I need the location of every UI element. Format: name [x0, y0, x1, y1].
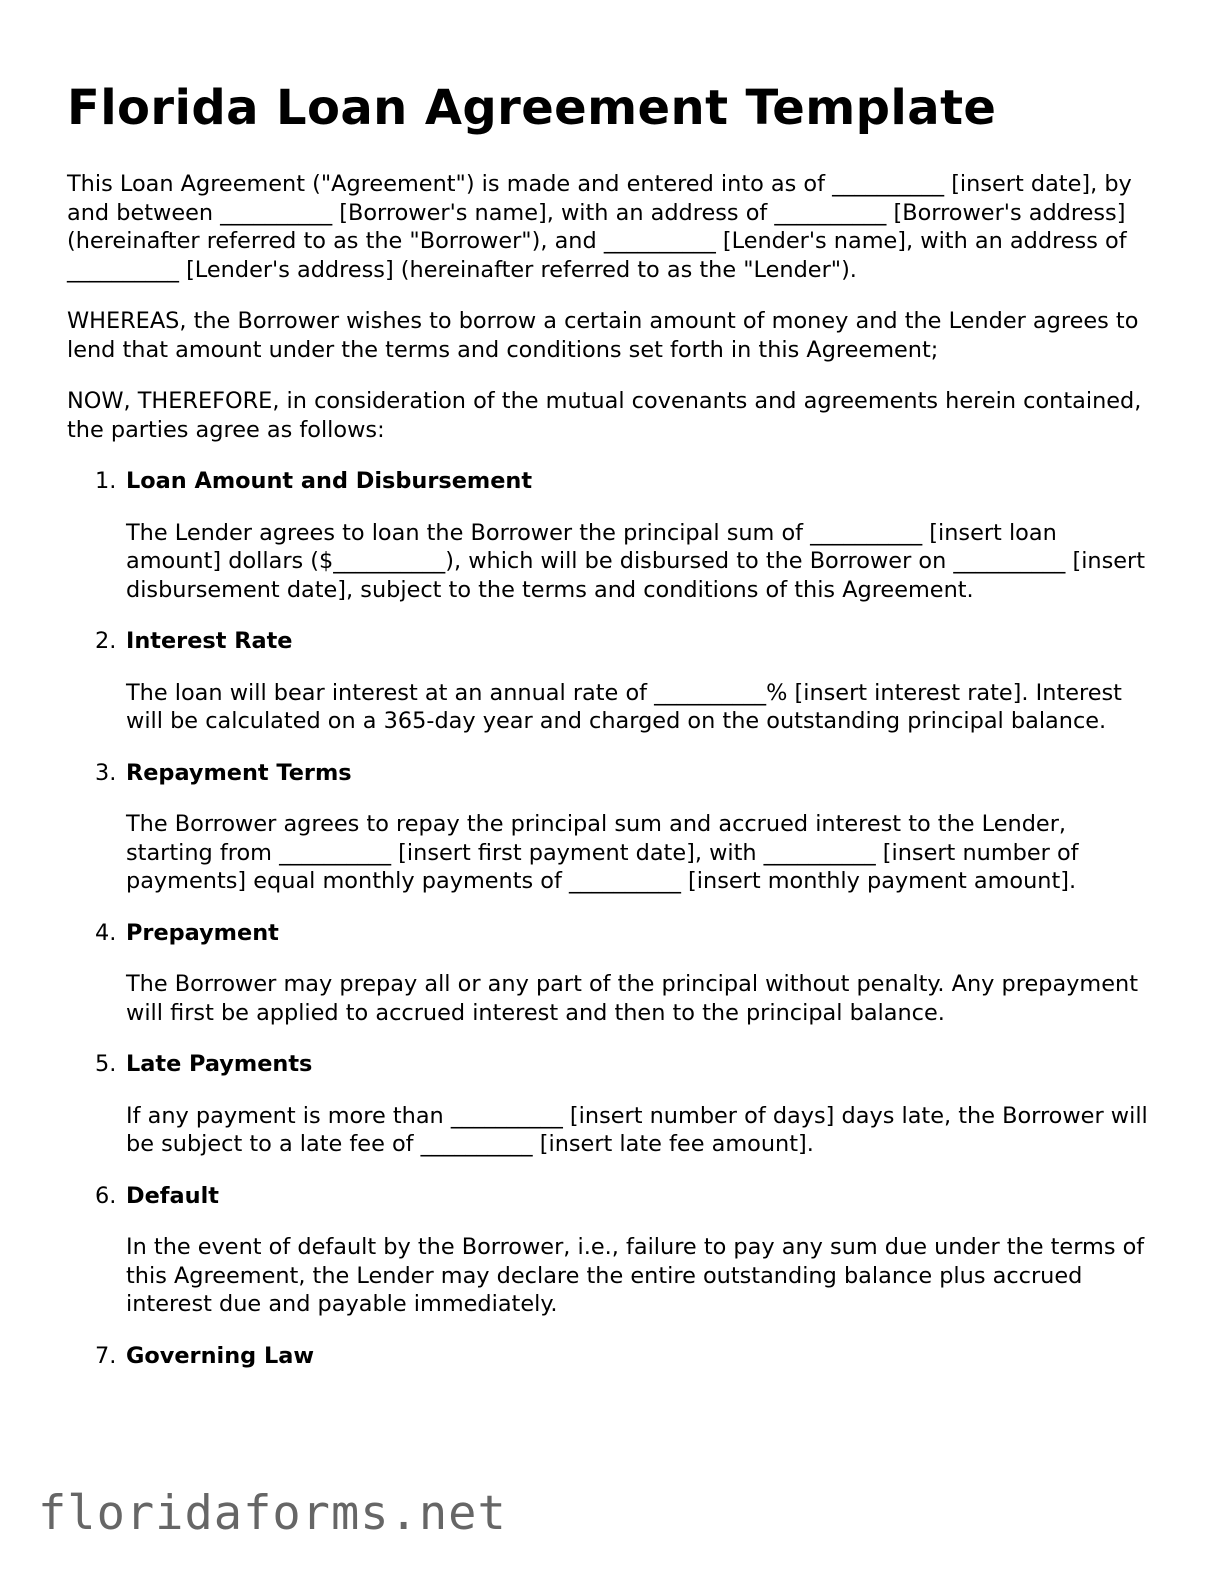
- section-body: The Borrower agrees to repay the principal sum and accrued interest to the Lender, starting from __________ [insert first payment date], with __________ [insert number of payments] equal monthly payments of __________ [insert monthly payment amount].: [126, 811, 1079, 894]
- section-title: Repayment Terms: [126, 759, 352, 786]
- sections-list: [67, 467, 1159, 1370]
- now-therefore-paragraph: NOW, THEREFORE, in consideration of the mutual covenants and agreements herein contained, the parties agree as follows:: [67, 388, 1142, 443]
- section-late-payments: [95, 1050, 1159, 1159]
- section-title: Prepayment: [126, 919, 279, 946]
- section-number: 2.: [95, 628, 117, 654]
- section-body: In the event of default by the Borrower, i.e., failure to pay any sum due under the terms of this Agreement, the Lender may declare the entire outstanding balance plus accrued interest due and payable immediately.: [126, 1234, 1145, 1317]
- section-title: Late Payments: [126, 1051, 313, 1077]
- section-number: 4.: [95, 919, 117, 946]
- section-title: Loan Amount and Disbursement: [126, 468, 533, 494]
- section-body: If any payment is more than __________ [insert number of days] days late, the Borrower will be subject to a late fee of __________ [insert late fee amount].: [126, 1102, 1148, 1157]
- section-body: The Borrower may prepay all or any part of the principal without penalty. Any prepayment will first be applied to accrued interest and then to the principal balance.: [126, 971, 1138, 1026]
- section-number: 1.: [95, 468, 117, 494]
- site-watermark: floridaforms.net: [38, 1486, 507, 1541]
- document-title: Florida Loan Agreement Template: [67, 80, 997, 136]
- section-body: The loan will bear interest at an annual rate of __________% [insert interest rate]. Interest will be calculated on a 365-day year and charged on the outstanding principal balance.: [126, 679, 1122, 734]
- section-number: 5.: [95, 1051, 117, 1077]
- section-interest-rate: [95, 627, 1159, 736]
- section-default: [95, 1182, 1159, 1319]
- section-title: Interest Rate: [126, 628, 293, 654]
- whereas-paragraph: WHEREAS, the Borrower wishes to borrow a certain amount of money and the Lender agrees to lend that amount under the terms and conditions set forth in this Agreement;: [67, 308, 1139, 363]
- section-prepayment: [95, 919, 1159, 1028]
- section-governing-law: [95, 1342, 1159, 1371]
- section-number: 6.: [95, 1182, 117, 1209]
- section-number: 3.: [95, 759, 117, 786]
- section-title: Governing Law: [126, 1342, 315, 1369]
- section-title: Default: [126, 1182, 219, 1209]
- section-loan-amount: [95, 467, 1159, 604]
- section-repayment-terms: [95, 759, 1159, 896]
- section-body: The Lender agrees to loan the Borrower the principal sum of __________ [insert loan amount] dollars ($__________), which will be disbursed to the Borrower on __________ [insert disbursement date], subject to the terms and conditions of this Agreement.: [126, 519, 1146, 603]
- section-number: 7.: [95, 1342, 117, 1369]
- document-page: [67, 78, 1159, 1393]
- intro-paragraph: This Loan Agreement ("Agreement") is made and entered into as of __________ [insert date], by and between __________ [Borrower's name], with an address of __________ [Borrower's address] (hereinafter referred to as the "Borrower"), and __________ [Lender's name], with an address of __________ [Lender's address] (hereinafter referred to as the "Lender").: [67, 171, 1132, 283]
